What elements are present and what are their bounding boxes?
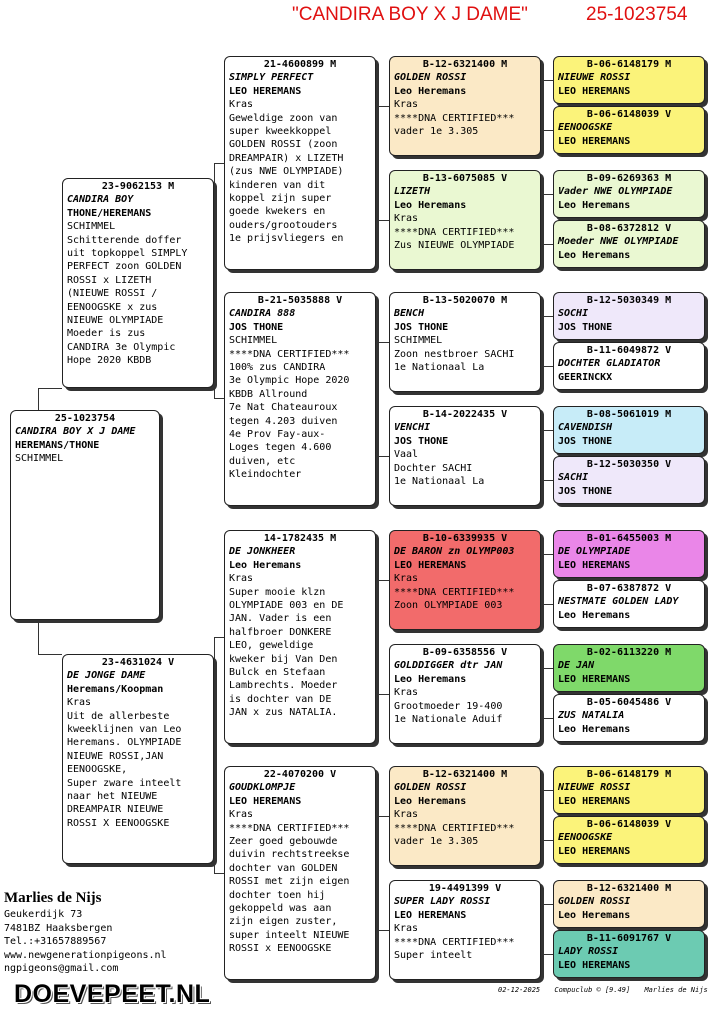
description-line: Geweldige zoon van <box>229 112 338 124</box>
ring-number: B-13-5020070 M <box>422 295 508 306</box>
description-line: Kras <box>394 99 419 111</box>
connector-line <box>214 637 224 638</box>
pigeon-name: CANDIRA BOY <box>67 194 134 206</box>
ring-number: B-06-6148179 M <box>586 769 672 780</box>
connector-line <box>214 163 215 398</box>
description-line: Zus NIEUWE OLYMPIADE <box>394 240 515 252</box>
breeder-name: Marlies de Nijs <box>4 890 102 906</box>
ring-number: B-09-6269363 M <box>586 173 672 184</box>
description-line: Super mooie klzn <box>229 586 326 598</box>
description-line: super inteelt NIEUWE <box>229 929 350 941</box>
description-line: Super zware inteelt <box>67 777 182 789</box>
connector-line <box>214 398 224 399</box>
owner-name: LEO HEREMANS <box>229 85 302 97</box>
description-line: ****DNA CERTIFIED*** <box>394 822 515 834</box>
description-line: CANDIRA 3e Olympic <box>67 341 176 353</box>
description-line: PERFECT zoon GOLDEN <box>67 261 182 273</box>
pedigree-card-ds <box>224 530 376 744</box>
pigeon-name: NIEUWE ROSSI <box>558 782 631 794</box>
description-line: 1e Nationaal La <box>394 476 485 488</box>
description-line: Super inteelt <box>394 950 473 962</box>
breeder-info <box>4 888 167 976</box>
owner-name: JOS THONE <box>558 321 613 333</box>
ring-number: 23-4631024 V <box>101 657 175 668</box>
description-line: JAN. Vader is een <box>229 613 332 625</box>
pedigree-card-dds <box>389 766 541 866</box>
connector-line <box>214 637 215 873</box>
description-line: GOLDEN ROSSI (zoon <box>229 139 338 151</box>
pigeon-name: LIZETH <box>394 186 431 198</box>
description-line: kweker bij Van Den <box>229 653 338 665</box>
ring-number: B-11-6091767 V <box>586 933 672 944</box>
ring-number: 21-4600899 M <box>263 59 337 70</box>
description-line: duivin rechtstreekse <box>229 849 350 861</box>
ring-number: B-21-5035888 V <box>257 295 343 306</box>
ring-number: 22-4070200 V <box>263 769 337 780</box>
description-line: Moeder is zus <box>67 328 146 340</box>
owner-name: JOS THONE <box>394 435 449 447</box>
owner-name: Leo Heremans <box>394 673 467 685</box>
ring-number: B-12-6321400 M <box>422 769 508 780</box>
description-line: duiven, etc <box>229 455 296 467</box>
pigeon-name: DE BARON zn OLYMP003 <box>394 546 515 558</box>
pigeon-name: SACHI <box>558 472 589 484</box>
pedigree-card-g3 <box>553 170 705 218</box>
connector-line <box>38 654 62 655</box>
description-line: ****DNA CERTIFIED*** <box>394 586 515 598</box>
connector-line <box>376 220 389 221</box>
description-line: LEO, geweldige <box>229 640 314 652</box>
pedigree-title: "CANDIRA BOY X J DAME" <box>292 4 528 25</box>
connector-line <box>541 194 553 195</box>
connector-line <box>541 130 553 131</box>
description-line: KBDB Allround <box>229 388 308 400</box>
description-line: Loges tegen 4.600 <box>229 442 332 454</box>
connector-line <box>214 873 224 874</box>
connector-line <box>541 480 553 481</box>
connector-line <box>541 954 553 955</box>
owner-name: JOS THONE <box>394 321 449 333</box>
pedigree-card-g10 <box>553 580 705 628</box>
ring-number: B-01-6455003 M <box>586 533 672 544</box>
pedigree-card-g15 <box>553 880 705 928</box>
description-line: Heremans. OLYMPIADE <box>67 737 182 749</box>
description-line: ROSSI x LIZETH <box>67 274 152 286</box>
owner-name: Leo Heremans <box>558 909 631 921</box>
description-line: uit topkoppel SIMPLY <box>67 248 188 260</box>
pedigree-card-g6 <box>553 342 705 390</box>
description-line: dochter van GOLDEN <box>229 862 338 874</box>
description-line: OLYMPIADE 003 en DE <box>229 600 344 612</box>
description-line: Hope 2020 KBDB <box>67 355 152 367</box>
pigeon-name: DE JONGE DAME <box>67 670 146 682</box>
description-line: ****DNA CERTIFIED*** <box>229 348 350 360</box>
ring-number: B-12-5030349 M <box>586 295 672 306</box>
connector-line <box>541 718 553 719</box>
pigeon-name: ZUS NATALIA <box>558 710 625 722</box>
description-line: goede kwekers en <box>229 206 326 218</box>
connector-line <box>214 163 224 164</box>
owner-name: JOS THONE <box>558 435 613 447</box>
pedigree-card-g2 <box>553 106 705 154</box>
description-line: zijn eigen zuster, <box>229 916 338 928</box>
pigeon-name: NESTMATE GOLDEN LADY <box>558 596 679 608</box>
description-line: ****DNA CERTIFIED*** <box>394 112 515 124</box>
pedigree-card-g12 <box>553 694 705 742</box>
ring-number: 25-1023754 <box>54 413 116 424</box>
owner-name: Leo Heremans <box>558 249 631 261</box>
description-line: kweeklijnen van Leo <box>67 724 182 736</box>
pigeon-name: CANDIRA 888 <box>229 308 296 320</box>
pigeon-name: DOCHTER GLADIATOR <box>558 358 661 370</box>
pedigree-card-g13 <box>553 766 705 814</box>
footer-software: Compuclub © [9.49] <box>554 986 631 994</box>
pigeon-name: SOCHI <box>558 308 589 320</box>
pigeon-name: GOLDEN ROSSI <box>394 72 467 84</box>
footer-date: 02-12-2025 <box>498 986 541 994</box>
description-line: ****DNA CERTIFIED*** <box>394 936 515 948</box>
pedigree-card-dam <box>62 654 214 864</box>
pigeon-name: LADY ROSSI <box>558 946 619 958</box>
pedigree-card-sss <box>389 56 541 156</box>
description-line: Kras <box>394 687 419 699</box>
pedigree-card-ddd <box>389 880 541 980</box>
description-line: Kras <box>394 923 419 935</box>
pigeon-name: DE JAN <box>558 660 595 672</box>
connector-line <box>376 456 389 457</box>
description-line: 1e prijsvliegers en <box>229 233 344 245</box>
pedigree-card-g9 <box>553 530 705 578</box>
description-line: Zoon nestbroer SACHI <box>394 348 515 360</box>
description-line: kinderen van dit <box>229 179 326 191</box>
owner-name: Leo Heremans <box>558 199 631 211</box>
owner-name: JOS THONE <box>558 485 613 497</box>
owner-name: JOS THONE <box>229 321 284 333</box>
connector-line <box>376 342 389 343</box>
pigeon-name: DE JONKHEER <box>229 546 296 558</box>
pigeon-name: VENCHI <box>394 422 431 434</box>
breeder-email[interactable]: ngpigeons@gmail.com <box>4 963 119 974</box>
pigeon-name: GOUDKLOMPJE <box>229 782 296 794</box>
pedigree-card-g4 <box>553 220 705 268</box>
owner-name: LEO HEREMANS <box>558 559 631 571</box>
description-line: Kras <box>229 99 254 111</box>
owner-name: Leo Heremans <box>558 609 631 621</box>
description-line: EENOOGSKE x zus <box>67 301 158 313</box>
breeder-street: Geukerdijk 73 <box>4 909 83 920</box>
description-line: vader 1e 3.305 <box>394 126 479 138</box>
ring-number: B-13-6075085 V <box>422 173 508 184</box>
connector-line <box>376 580 389 581</box>
connector-line <box>376 930 389 931</box>
breeder-phone: Tel.:+31657889567 <box>4 936 107 947</box>
connector-line <box>376 816 389 817</box>
owner-name: GEERINCKX <box>558 371 613 383</box>
connector-line <box>541 790 553 791</box>
description-line: EENOOGSKE, <box>67 764 128 776</box>
ring-number: B-08-6372812 V <box>586 223 672 234</box>
description-line: Zeer goed gebouwde <box>229 836 338 848</box>
pigeon-name: SIMPLY PERFECT <box>229 72 314 84</box>
description-line: SCHIMMEL <box>67 221 116 233</box>
owner-name: Leo Heremans <box>394 85 467 97</box>
ring-number: B-09-6358556 V <box>422 647 508 658</box>
description-line: 1e Nationaal La <box>394 362 485 374</box>
description-line: 1e Nationale Aduif <box>394 714 503 726</box>
description-line: Dochter SACHI <box>394 462 473 474</box>
description-line: Uit de allerbeste <box>67 710 170 722</box>
connector-line <box>541 244 553 245</box>
owner-name: THONE/HEREMANS <box>67 207 152 219</box>
description-line: Zoon OLYMPIADE 003 <box>394 600 503 612</box>
connector-line <box>541 430 553 431</box>
description-line: NIEUWE ROSSI,JAN <box>67 750 164 762</box>
pigeon-name: NIEUWE ROSSI <box>558 72 631 84</box>
description-line: ****DNA CERTIFIED*** <box>394 226 515 238</box>
ring-number: B-12-6321400 M <box>422 59 508 70</box>
description-line: Kleindochter <box>229 469 302 481</box>
description-line: DREAMPAIR) x LIZETH <box>229 152 344 164</box>
description-line: (NIEUWE ROSSI / <box>67 288 158 300</box>
ring-number: B-12-5030350 V <box>586 459 672 470</box>
pedigree-ring-number: 25-1023754 <box>586 4 688 25</box>
description-line: super kweekkoppel <box>229 126 332 138</box>
description-line: vader 1e 3.305 <box>394 836 479 848</box>
ring-number: B-14-2022435 V <box>422 409 508 420</box>
connector-line <box>38 388 62 389</box>
ring-number: 23-9062153 M <box>101 181 175 192</box>
description-line: Kras <box>394 573 419 585</box>
description-line: ****DNA CERTIFIED*** <box>229 822 350 834</box>
pedigree-card-g7 <box>553 406 705 454</box>
ring-number: B-06-6148179 M <box>586 59 672 70</box>
description-line: tegen 4.203 duiven <box>229 415 338 427</box>
description-line: ROSSI met zijn eigen <box>229 876 350 888</box>
pedigree-card-subject <box>10 410 160 620</box>
ring-number: B-11-6049872 V <box>586 345 672 356</box>
description-line: Kras <box>394 213 419 225</box>
pedigree-card-dd <box>224 766 376 980</box>
owner-name: LEO HEREMANS <box>558 673 631 685</box>
pedigree-card-sd <box>224 292 376 506</box>
description-line: is dochter van DE <box>229 693 332 705</box>
pigeon-name: GOLDEN ROSSI <box>558 896 631 908</box>
description-line: 100% zus CANDIRA <box>229 362 326 374</box>
owner-name: LEO HEREMANS <box>229 795 302 807</box>
owner-name: LEO HEREMANS <box>558 845 631 857</box>
pedigree-card-g8 <box>553 456 705 504</box>
description-line: Grootmoeder 19-400 <box>394 700 503 712</box>
owner-name: LEO HEREMANS <box>558 795 631 807</box>
pigeon-name: GOLDDIGGER dtr JAN <box>394 660 503 672</box>
pigeon-name: SUPER LADY ROSSI <box>394 896 491 908</box>
description-line: NIEUWE OLYMPIADE <box>67 315 164 327</box>
owner-name: HEREMANS/THONE <box>15 439 100 451</box>
description-line: Kras <box>229 573 254 585</box>
owner-name: LEO HEREMANS <box>394 909 467 921</box>
pigeon-name: Moeder NWE OLYMPIADE <box>558 236 679 248</box>
pedigree-card-g16 <box>553 930 705 978</box>
pedigree-card-dsd <box>389 644 541 744</box>
pedigree-card-g14 <box>553 816 705 864</box>
pedigree-card-dss <box>389 530 541 630</box>
pedigree-card-g11 <box>553 644 705 692</box>
owner-name: Leo Heremans <box>394 199 467 211</box>
description-line: Kras <box>229 809 254 821</box>
pedigree-card-sds <box>389 292 541 392</box>
owner-name: Heremans/Koopman <box>67 683 164 695</box>
description-line: halfbroer DONKERE <box>229 626 332 638</box>
description-line: SCHIMMEL <box>394 335 443 347</box>
ring-number: B-07-6387872 V <box>586 583 672 594</box>
description-line: ouders/grootouders <box>229 219 338 231</box>
connector-line <box>38 620 39 654</box>
ring-number: B-05-6045486 V <box>586 697 672 708</box>
pedigree-card-g5 <box>553 292 705 340</box>
pigeon-name: DE OLYMPIADE <box>558 546 631 558</box>
description-line: koppel zijn super <box>229 193 332 205</box>
ring-number: B-02-6113220 M <box>586 647 672 658</box>
footer-author: Marlies de Nijs <box>644 986 708 994</box>
pigeon-name: Vader NWE OLYMPIADE <box>558 186 673 198</box>
description-line: Lambrechts. Moeder <box>229 680 338 692</box>
ring-number: 19-4491399 V <box>428 883 502 894</box>
connector-line <box>376 694 389 695</box>
description-line: DREAMPAIR NIEUWE <box>67 804 164 816</box>
pedigree-card-ss <box>224 56 376 270</box>
pedigree-card-sdd <box>389 406 541 506</box>
description-line: Schitterende doffer <box>67 234 182 246</box>
pedigree-card-sire <box>62 178 214 388</box>
pigeon-name: BENCH <box>394 308 425 320</box>
owner-name: Leo Heremans <box>558 723 631 735</box>
ring-number: 14-1782435 M <box>263 533 337 544</box>
owner-name: LEO HEREMANS <box>558 959 631 971</box>
pigeon-name: EENOOGSKE <box>558 832 613 844</box>
connector-line <box>541 366 553 367</box>
connector-line <box>541 554 553 555</box>
logo-text: DOEVEPEET.NL <box>14 980 211 1008</box>
owner-name: LEO HEREMANS <box>558 85 631 97</box>
description-line: JAN x zus NATALIA. <box>229 707 338 719</box>
connector-line <box>541 840 553 841</box>
owner-name: Leo Heremans <box>394 795 467 807</box>
owner-name: Leo Heremans <box>229 559 302 571</box>
ring-number: B-12-6321400 M <box>586 883 672 894</box>
description-line: SCHIMMEL <box>229 335 278 347</box>
owner-name: LEO HEREMANS <box>394 559 467 571</box>
breeder-city: 7481BZ Haaksbergen <box>4 922 113 934</box>
connector-line <box>541 668 553 669</box>
connector-line <box>38 388 39 410</box>
connector-line <box>541 904 553 905</box>
owner-name: LEO HEREMANS <box>558 135 631 147</box>
ring-number: B-10-6339935 V <box>422 533 508 544</box>
description-line: 4e Prov Fay-aux- <box>229 429 326 441</box>
connector-line <box>541 604 553 605</box>
pigeon-name: GOLDEN ROSSI <box>394 782 467 794</box>
connector-line <box>541 316 553 317</box>
pedigree-card-g1 <box>553 56 705 104</box>
description-line: dochter toen hij <box>229 889 326 901</box>
description-line: naar het NIEUWE <box>67 791 158 803</box>
pigeon-name: CAVENDISH <box>558 422 613 434</box>
description-line: ROSSI x EENOOGSKE <box>229 943 332 955</box>
pigeon-name: EENOOGSKE <box>558 122 613 134</box>
description-line: Kras <box>67 697 92 709</box>
description-line: 3e Olympic Hope 2020 <box>229 375 350 387</box>
connector-line <box>376 106 389 107</box>
footer <box>498 986 713 994</box>
connector-line <box>541 80 553 81</box>
ring-number: B-06-6148039 V <box>586 819 672 830</box>
description-line: Bulck en Stefaan <box>229 667 326 679</box>
pedigree-card-ssd <box>389 170 541 270</box>
description-line: 7e Nat Chateauroux <box>229 402 338 414</box>
description-line: gekoppeld was aan <box>229 903 332 915</box>
pigeon-name: CANDIRA BOY X J DAME <box>15 426 136 438</box>
description-line: SCHIMMEL <box>15 453 64 465</box>
ring-number: B-08-5061019 M <box>586 409 672 420</box>
breeder-website[interactable]: www.newgenerationpigeons.nl <box>4 949 167 961</box>
ring-number: B-06-6148039 V <box>586 109 672 120</box>
description-line: Vaal <box>394 449 419 461</box>
description-line: Kras <box>394 809 419 821</box>
description-line: (zus NWE OLYMPIADE) <box>229 166 344 178</box>
description-line: ROSSI X EENOOGSKE <box>67 817 170 829</box>
